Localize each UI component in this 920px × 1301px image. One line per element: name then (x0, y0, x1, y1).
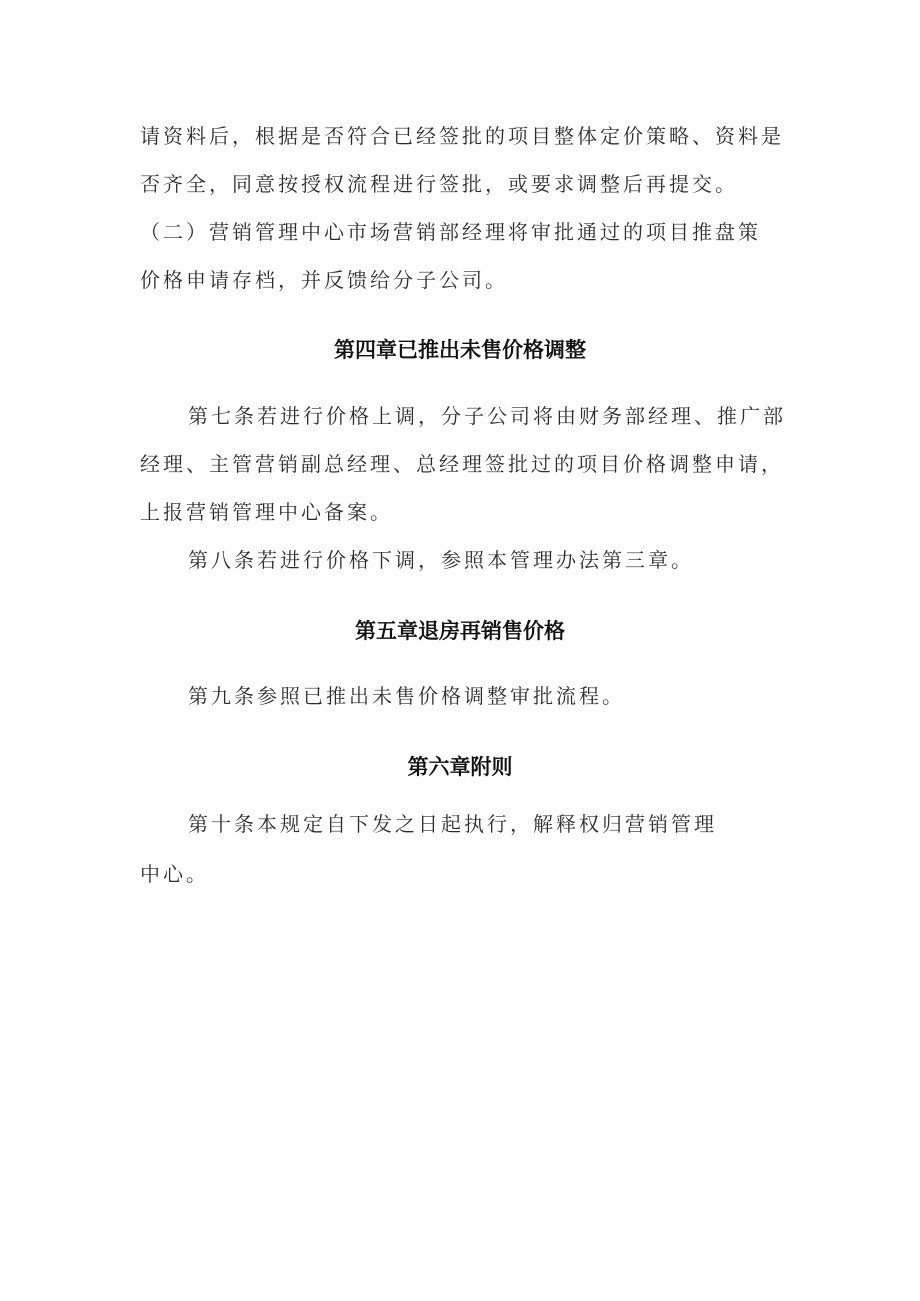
paragraph-line: 第八条若进行价格下调，参照本管理办法第三章。 (188, 548, 694, 572)
chapter-5-heading: 第五章退房再销售价格 (355, 619, 565, 643)
paragraph-line: 第九条参照已推出未售价格调整审批流程。 (188, 684, 625, 708)
paragraph-line: 经理、主管营销副总经理、总经理签批过的项目价格调整申请， (140, 452, 784, 476)
paragraph-line: 第十条本规定自下发之日起执行，解释权归营销管理 (188, 812, 717, 836)
paragraph-line: （二）营销管理中心市场营销部经理将审批通过的项目推盘策 (140, 220, 761, 244)
paragraph-line: 中心。 (140, 862, 209, 886)
chapter-4-heading: 第四章已推出未售价格调整 (334, 338, 586, 362)
paragraph-line: 第七条若进行价格上调，分子公司将由财务部经理、推广部 (188, 404, 786, 428)
paragraph-line: 价格申请存档，并反馈给分子公司。 (140, 268, 508, 292)
paragraph-line: 否齐全，同意按授权流程进行签批，或要求调整后再提交。 (140, 172, 738, 196)
paragraph-line: 上报营销管理中心备案。 (140, 500, 393, 524)
chapter-6-heading: 第六章附则 (407, 755, 513, 779)
paragraph-line: 请资料后，根据是否符合已经签批的项目整体定价策略、资料是 (140, 124, 784, 148)
